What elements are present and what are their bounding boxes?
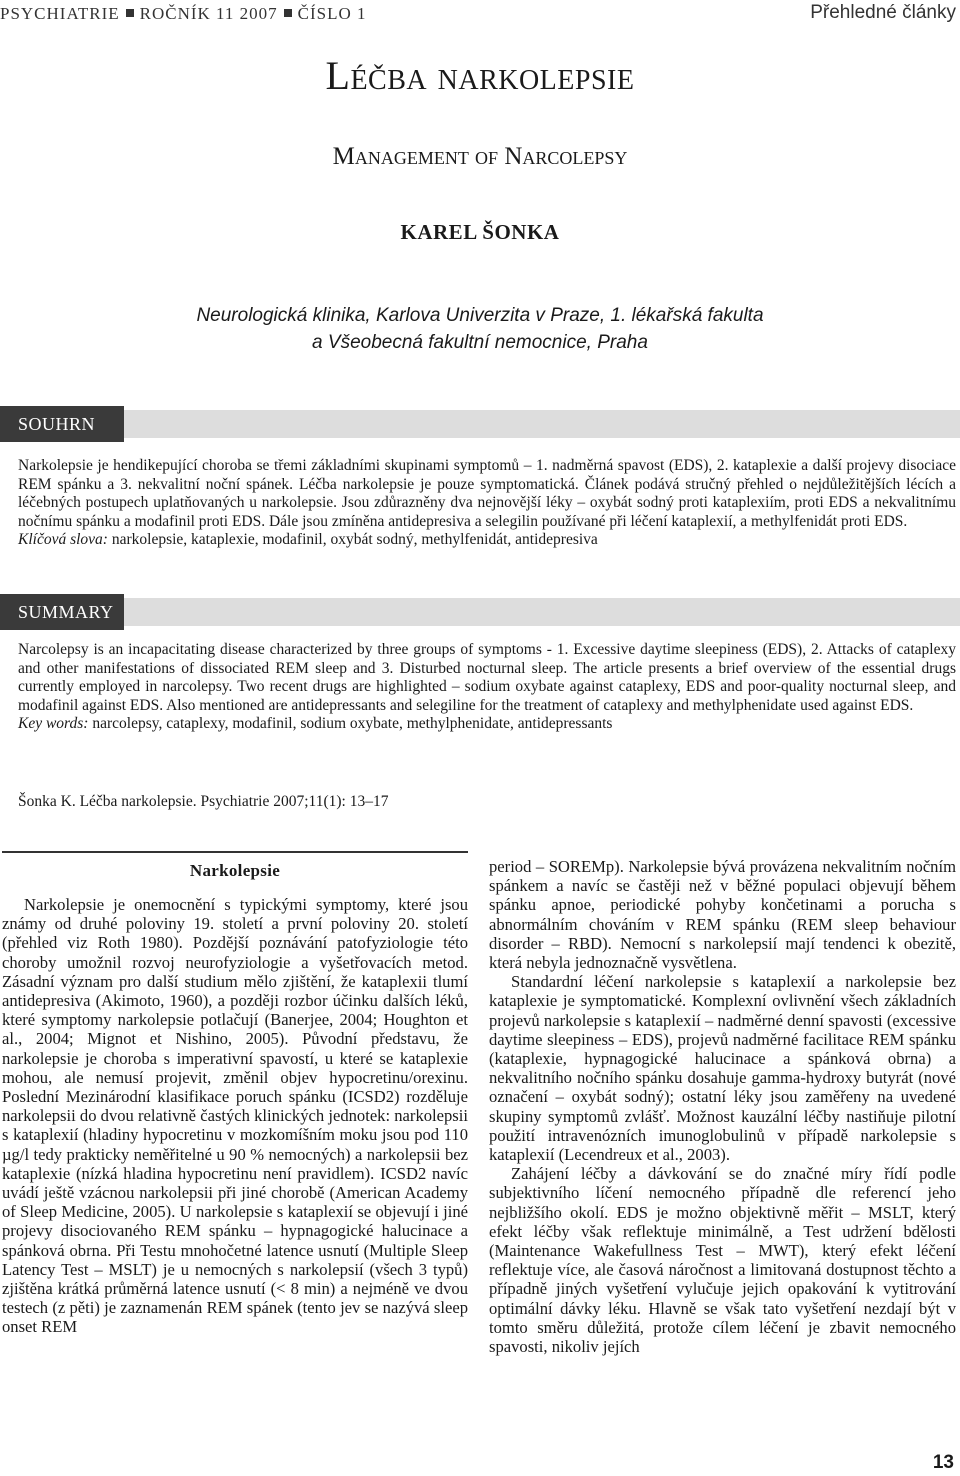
souhrn-keywords	[18, 531, 956, 550]
body-column-left	[2, 895, 468, 1337]
body-paragraph: Zahájení léčby a dávkování se do značné míry řídí podle subjektivního líčení nemocného případně dle referencí jeho nejbližšího okolí. EDS je možno objektivně měřit – MSLT, který efekt léčby však reflektuje minimálně, a Test udržení bdělosti (Maintenance Wakefullness Test – MWT), který efekt léčení reflektuje více, ale časová náročnost a limitovaná dostupnost těchto a případně jiných vyšetření vylučuje jejich opakování k vytitrování optimální dávky léku. Hlavně se však tato vyšetření nezdají být v tomto směru důležitá, protože cílem léčení je zbavit nemocného spavosti, nikoliv jejích	[489, 1164, 956, 1357]
summary-text: Narcolepsy is an incapacitating disease characterized by three groups of symptoms - 1. Excessive daytime sleepiness (EDS), 2. Attacks of cataplexy and other manifestations of dissociated REM sleep and 3. Disturbed nocturnal sleep. The article presents a brief overview of the essential drugs currently employed in narcolepsy. Two recent drugs are highlighted – sodium oxybate against cataplexy, EDS and poor-quality nocturnal sleep, and modafinil against EDS. Also mentioned are antidepressants and selegiline for the treatment of cataplexy and methylphenidate used against EDS.	[18, 641, 956, 714]
square-bullet-icon	[284, 9, 292, 17]
journal-year: 2007	[239, 4, 278, 23]
article-subtitle: Management of Narcolepsy	[332, 143, 628, 170]
body-paragraph: period – SOREMp). Narkolepsie bývá provázena nekvalitním nočním spánkem a navíc se častěji než v běžné populaci objevují během spánku apnoe, periodické pohyby končetinami a porucha s abnormálním chováním v REM spánku (REM sleep behaviour disorder – RBD). Nemocní s narkolepsií mají tendenci k obezitě, která nebyla jednoznačně vysvětlena.	[489, 857, 956, 973]
souhrn-bar	[0, 410, 960, 438]
summary-bar	[0, 598, 960, 626]
summary-keywords-label: Key words:	[18, 715, 89, 733]
summary-abstract	[18, 641, 956, 734]
page-number: 13	[932, 1452, 954, 1473]
journal-header	[0, 4, 367, 24]
section-heading-narkolepsie: Narkolepsie	[189, 861, 281, 880]
square-bullet-icon	[126, 9, 134, 17]
author: KAREL ŠONKA	[400, 220, 560, 244]
souhrn-keywords-label: Klíčová slova:	[18, 531, 108, 549]
citation: Šonka K. Léčba narkolepsie. Psychiatrie 2007;11(1): 13–17	[18, 793, 389, 810]
journal-name: PSYCHIATRIE	[0, 4, 120, 23]
summary-label: SUMMARY	[0, 594, 124, 630]
summary-keywords-list: narcolepsy, cataplexy, modafinil, sodium oxybate, methylphenidate, antidepressants	[92, 715, 613, 733]
body-paragraph: Standardní léčení narkolepsie s kataplexií a narkolepsie bez kataplexie je symptomatické. Komplexní ovlivnění všech základních projevů narkolepsie s kataplexií – nadměrné denní spavosti (excessive daytime sleepiness – EDS), projevů nadměrné facilitace REM spánku (kataplexie, hypnagogické halucinace a spánková obrna) a nekvalitního nočního spánku dosahuje gamma-hydroxy butyrát (nové označení – oxybát sodný); ostatní léky jsou zaměřeny na uvedené skupiny symptomů zvlášť. Možnost kauzální léčby nastiňuje pilotní použití intravenózních imunoglobulinů v případě narkolepsie s kataplexií (Lecendreux et al., 2003).	[489, 972, 956, 1165]
body-paragraph: Narkolepsie je onemocnění s typickými symptomy, které jsou známy od druhé poloviny 19. století a první poloviny 20. století (přehled viz Roth 1980). Pozdější poznávání patofyziologie této choroby umožnil rozvoj neurofyziologie a vyšetřovacích metod. Zásadní význam pro další studium mělo zjištění, že kataplexii tlumí antidepresiva (Akimoto, 1960), a později rozbor účinku dalších léků, které symptomy narkolepsie potlačují (Banerjee, 2004; Houghton et al., 2004; Mignot et Nishino, 2005). Původní představu, že narkolepsie je choroba s imperativní spavostí, u které se kataplexie mohou, ale nemusí projevit, změnil objev hypocretinu/orexinu. Poslední Mezinárodní klasifikace poruch spánku (ICSD2) rozděluje narkolepsii do dvou relativně častých klinických jednotek: narkolepsii s kataplexií (hladiny hypocretinu v mozkomíšním moku jsou pod 110 µg/l tedy prakticky neměřitelné u 90 % nemocných) a narkolepsii bez kataplexie (nízká hladina hypocretinu není pravidlem). ICSD2 navíc uvádí ještě vzácnou narkolepsii při jiné chorobě (American Academy of Sleep Medicine, 2005). U narkolepsie s kataplexií se objevují i jiné projevy disociovaného REM spánku – hypnagogické halucinace a spánková obrna. Při Testu mnohočetné latence usnutí (Multiple Sleep Latency Test – MSLT) je u nemocných s narkolepsií (všech 3 typů) zjištěna krátká průměrná latence usnutí (< 8 min) a nejméně ve dvou testech (z pěti) je zaznamenán REM spánek (tento jev se nazývá sleep onset REM	[2, 895, 468, 1337]
journal-volume: ROČNÍK 11	[139, 4, 235, 23]
body-column-right	[489, 857, 956, 1356]
affiliation	[0, 302, 960, 356]
souhrn-text: Narkolepsie je hendikepující choroba se třemi základními skupinami symptomů – 1. nadměrná spavost (EDS), 2. kataplexie a další projevy disociace REM spánku a 3. nekvalitní noční spánek. Léčba narkolepsie je pouze symptomatická. Článek podává stručný přehled o nejdůležitějších lécích a léčebných postupech uplatňovaných u narkolepsie. Jsou zdůrazněny dva nejnovější léky – oxybát sodný proti kataplexiím, proti EDS a nekvalitnímu nočnímu spánku a modafinil proti EDS. Dále jsou zmíněna antidepresiva a selegilin používané při léčení kataplexií, a methylfenidát proti EDS.	[18, 457, 956, 530]
souhrn-label: SOUHRN	[0, 406, 124, 442]
souhrn-keywords-list: narkolepsie, kataplexie, modafinil, oxybát sodný, methylfenidát, antidepresiva	[111, 531, 598, 549]
affiliation-line: Neurologická klinika, Karlova Univerzita v Praze, 1. lékařská fakulta	[196, 305, 764, 326]
summary-keywords	[18, 715, 956, 734]
section-name: Přehledné články	[810, 2, 956, 23]
journal-issue: ČÍSLO 1	[297, 4, 367, 23]
affiliation-line: a Všeobecná fakultní nemocnice, Praha	[312, 332, 648, 353]
souhrn-abstract	[18, 457, 956, 550]
heading-rule	[2, 851, 468, 853]
article-title: Léčba narkolepsie	[325, 53, 635, 98]
